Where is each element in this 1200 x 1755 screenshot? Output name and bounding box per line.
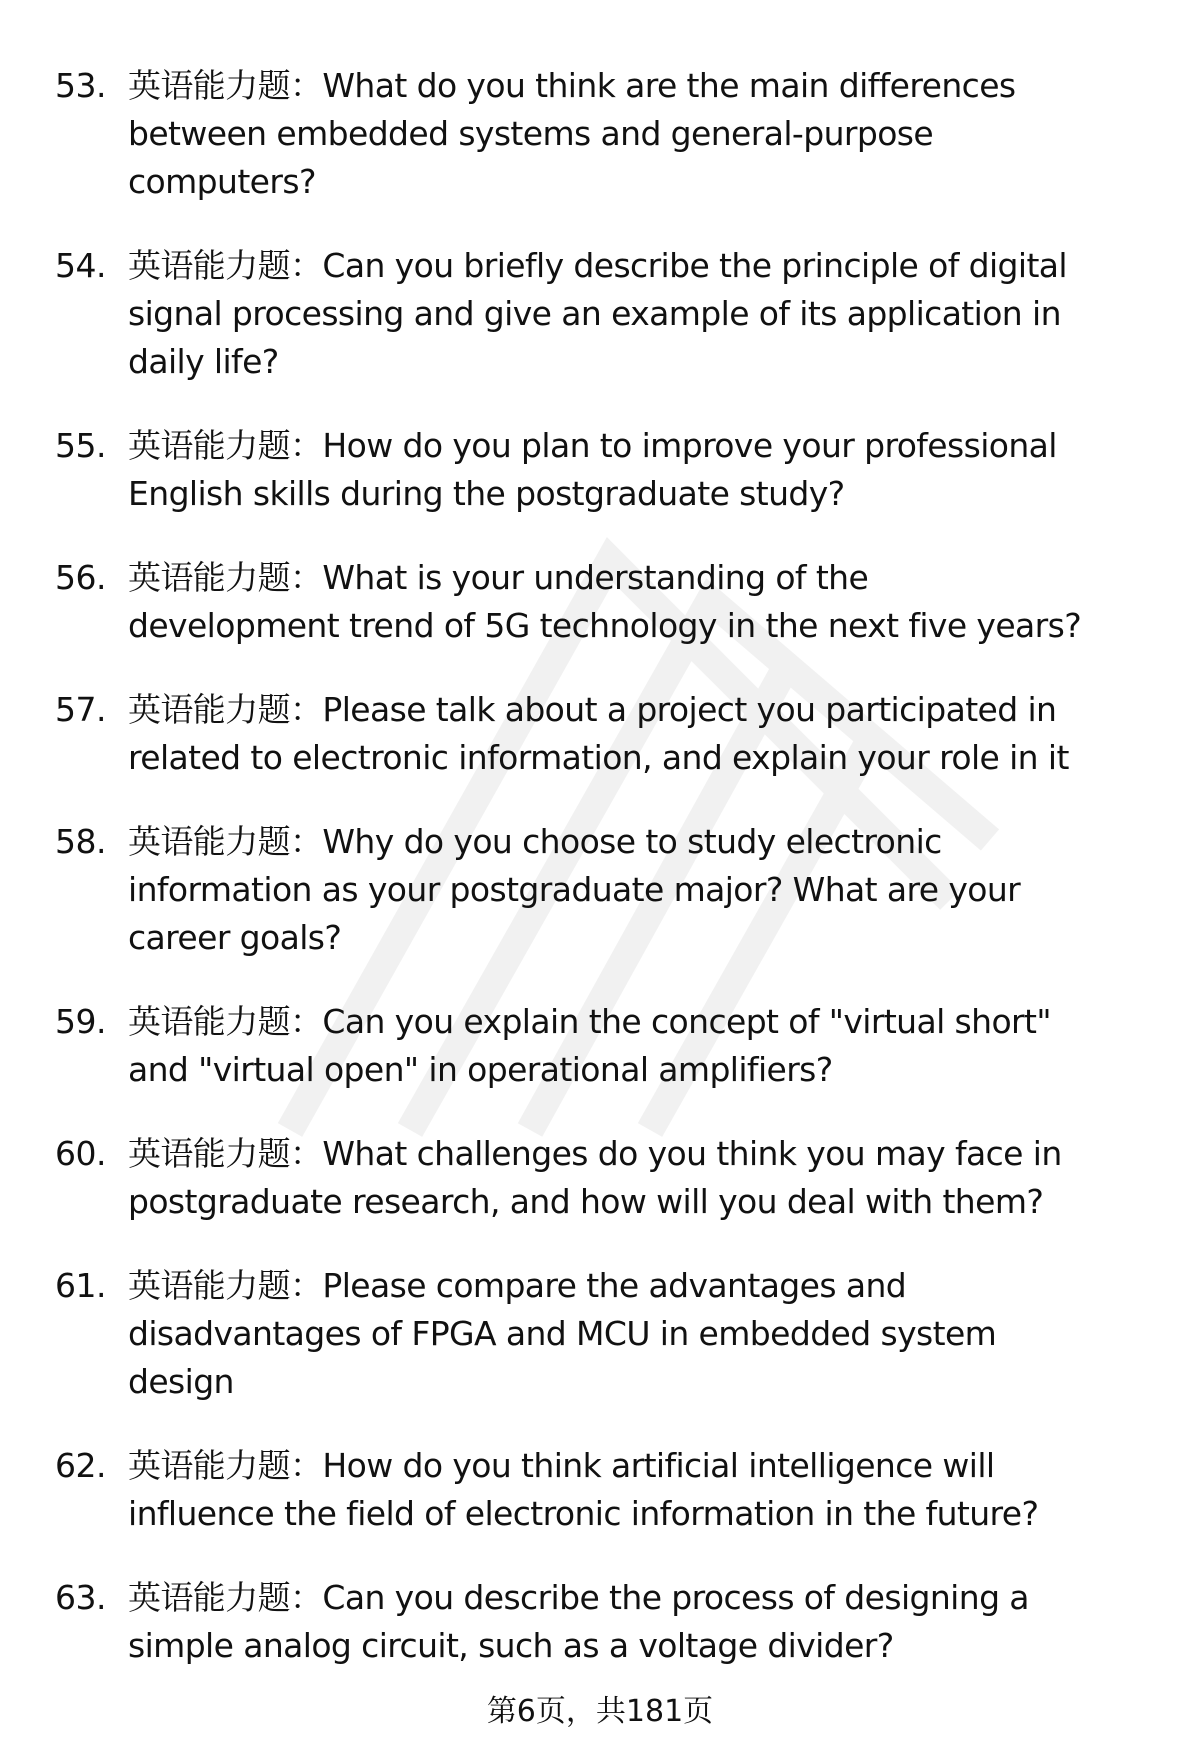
question-text: 英语能力题：What is your understanding of the development trend of 5G technology in the next five years?	[128, 558, 1082, 645]
question-number: 62.	[55, 1446, 106, 1485]
question-item	[0, 998, 1200, 1094]
question-text: 英语能力题：Can you explain the concept of "virtual short" and "virtual open" in operational amplifiers?	[128, 1002, 1051, 1089]
question-text: 英语能力题：How do you plan to improve your professional English skills during the postgraduate study?	[128, 426, 1057, 513]
question-number: 53.	[55, 66, 106, 105]
question-item	[0, 686, 1200, 782]
question-item	[0, 1442, 1200, 1538]
question-number: 56.	[55, 558, 106, 597]
question-text: 英语能力题：Can you briefly describe the principle of digital signal processing and give an example of its application in daily life?	[128, 246, 1067, 381]
question-prefix: 英语能力题：	[128, 558, 323, 597]
question-item	[0, 242, 1200, 386]
question-prefix: 英语能力题：	[128, 66, 323, 105]
question-text: 英语能力题：How do you think artificial intelligence will influence the field of electronic information in the future?	[128, 1446, 1039, 1533]
question-number: 55.	[55, 426, 106, 465]
question-item	[0, 1574, 1200, 1670]
question-prefix: 英语能力题：	[128, 822, 323, 861]
question-text: 英语能力题：Please talk about a project you participated in related to electronic information, and explain your role in it	[128, 690, 1069, 777]
question-prefix: 英语能力题：	[128, 426, 323, 465]
question-number: 63.	[55, 1578, 106, 1617]
question-item	[0, 554, 1200, 650]
question-text: 英语能力题：What challenges do you think you may face in postgraduate research, and how will you deal with them?	[128, 1134, 1062, 1221]
question-number: 59.	[55, 1002, 106, 1041]
question-prefix: 英语能力题：	[128, 1446, 323, 1485]
question-item	[0, 1262, 1200, 1406]
question-number: 60.	[55, 1134, 106, 1173]
question-prefix: 英语能力题：	[128, 1578, 323, 1617]
question-prefix: 英语能力题：	[128, 1266, 323, 1305]
question-list	[0, 62, 1200, 1706]
question-prefix: 英语能力题：	[128, 1002, 323, 1041]
question-item	[0, 422, 1200, 518]
question-text: 英语能力题：Why do you choose to study electronic information as your postgraduate major? What are your career goals?	[128, 822, 1021, 957]
question-number: 58.	[55, 822, 106, 861]
question-number: 57.	[55, 690, 106, 729]
question-number: 54.	[55, 246, 106, 285]
question-item	[0, 62, 1200, 206]
question-text: 英语能力题：What do you think are the main differences between embedded systems and general-purpose computers?	[128, 66, 1016, 201]
question-item	[0, 1130, 1200, 1226]
question-prefix: 英语能力题：	[128, 690, 323, 729]
question-item	[0, 818, 1200, 962]
question-prefix: 英语能力题：	[128, 1134, 323, 1173]
question-text: 英语能力题：Please compare the advantages and disadvantages of FPGA and MCU in embedded system design	[128, 1266, 997, 1401]
page-footer: 第6页，共181页	[486, 1694, 714, 1729]
question-number: 61.	[55, 1266, 106, 1305]
question-text: 英语能力题：Can you describe the process of designing a simple analog circuit, such as a voltage divider?	[128, 1578, 1029, 1665]
question-prefix: 英语能力题：	[128, 246, 323, 285]
